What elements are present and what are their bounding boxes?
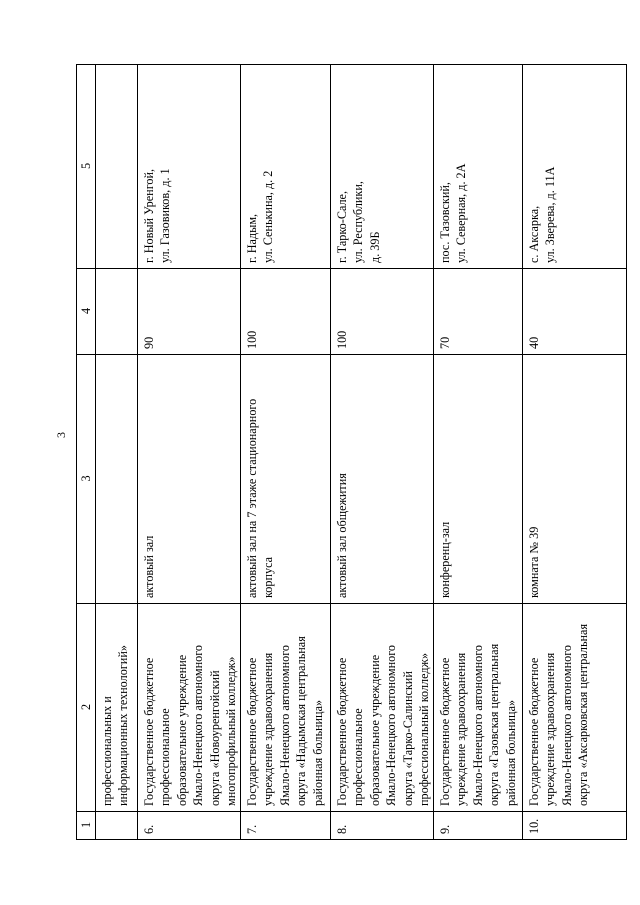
row-number	[95, 812, 137, 840]
row-number: 8.	[330, 812, 433, 840]
table-row	[433, 65, 522, 840]
header-cell-5: 5	[77, 65, 96, 269]
institution-name: Государственное бюджетное профессиональное образовательное учреждение Ямало-Ненецкого автономного округа «Новоуренгойский многопрофильный колледж»	[137, 604, 240, 812]
header-cell-3: 3	[77, 355, 96, 604]
row-number: 7.	[240, 812, 330, 840]
capacity: 100	[330, 269, 433, 355]
table-row	[240, 65, 330, 840]
table-row	[95, 65, 137, 840]
capacity: 90	[137, 269, 240, 355]
address: г. Тарко-Сале, ул. Республики, д. 39Б	[330, 65, 433, 269]
address	[95, 65, 137, 269]
address: с. Аксарка, ул. Зверева, д. 11А	[522, 65, 626, 269]
capacity: 70	[433, 269, 522, 355]
room-name: конференц-зал	[433, 355, 522, 604]
capacity: 100	[240, 269, 330, 355]
table-row	[137, 65, 240, 840]
page-number: 3	[54, 432, 68, 438]
header-cell-4: 4	[77, 269, 96, 355]
capacity	[95, 269, 137, 355]
room-name: актовый зал на 7 этаже стационарного корпуса	[240, 355, 330, 604]
room-name: актовый зал общежития	[330, 355, 433, 604]
institution-name: Государственное бюджетное учреждение здравоохранения Ямало-Ненецкого автономного округа «Надымская центральная районная больница»	[240, 604, 330, 812]
room-name	[95, 355, 137, 604]
row-number: 9.	[433, 812, 522, 840]
header-cell-1: 1	[77, 812, 96, 840]
table-row	[522, 65, 626, 840]
table-row	[330, 65, 433, 840]
institution-name: профессиональных и информационных технологий»	[95, 604, 137, 812]
row-number: 6.	[137, 812, 240, 840]
room-name: комната № 39	[522, 355, 626, 604]
table-header-row	[77, 65, 96, 840]
address: пос. Тазовский, ул. Северная, д. 2А	[433, 65, 522, 269]
room-name: актовый зал	[137, 355, 240, 604]
institution-name: Государственное бюджетное учреждение здравоохранения Ямало-Ненецкого автономного округа «Аксарковская центральная	[522, 604, 626, 812]
institution-name: Государственное бюджетное учреждение здравоохранения Ямало-Ненецкого автономного округа «Газовская центральная районная больница»	[433, 604, 522, 812]
row-number: 10.	[522, 812, 626, 840]
address: г. Новый Уренгой, ул. Газовиков, д. 1	[137, 65, 240, 269]
capacity: 40	[522, 269, 626, 355]
header-cell-2: 2	[77, 604, 96, 812]
institution-name: Государственное бюджетное профессиональное образовательное учреждение Ямало-Ненецкого автономного округа «Тарко-Салинский профессиональный колледж»	[330, 604, 433, 812]
venues-table	[76, 64, 627, 840]
address: г. Надым, ул. Сенькина, д. 2	[240, 65, 330, 269]
